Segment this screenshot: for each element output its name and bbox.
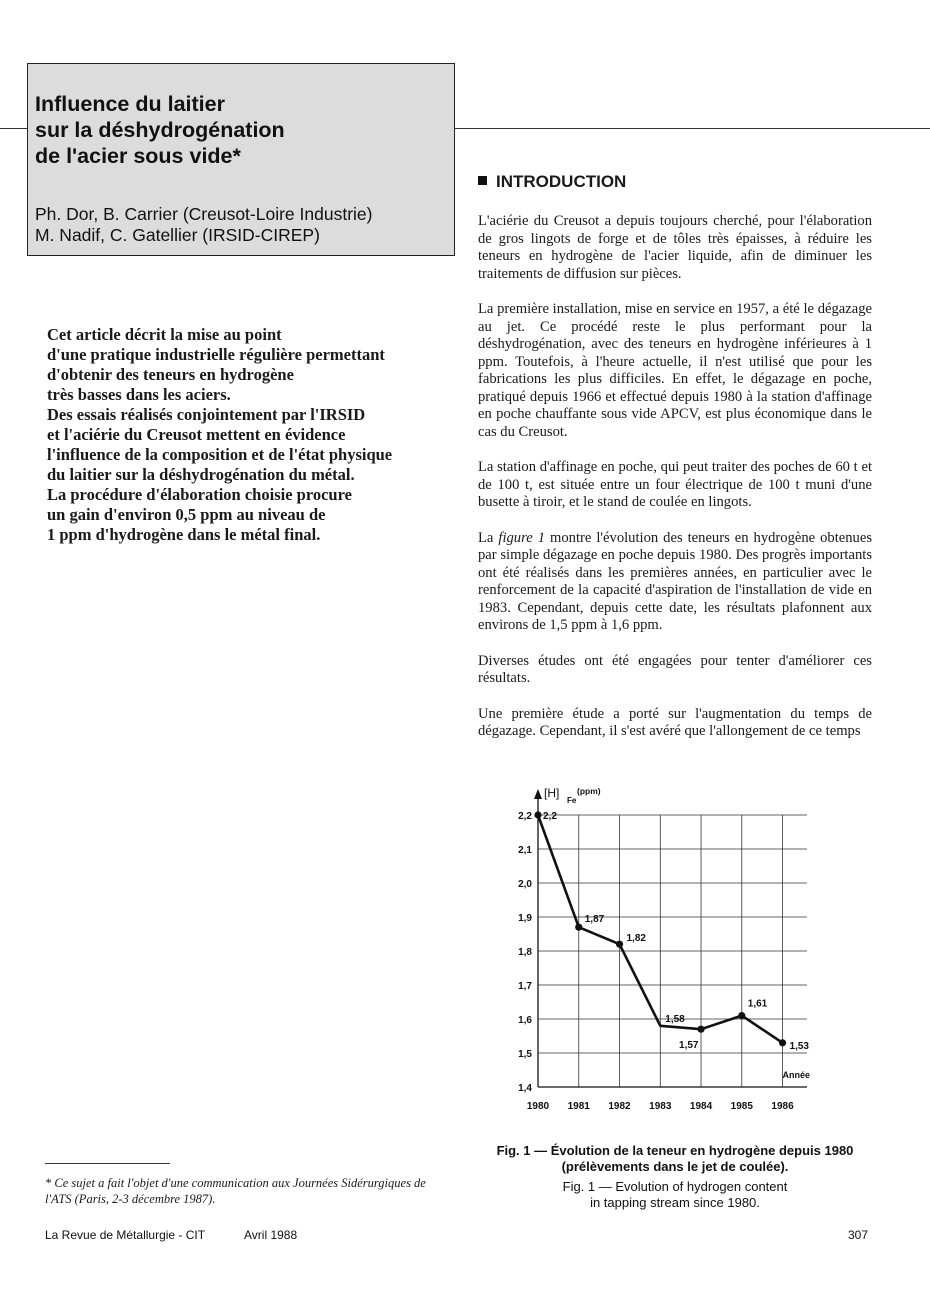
data-point	[575, 924, 582, 931]
header-rule-left	[0, 128, 27, 129]
data-point	[534, 811, 541, 818]
abstract-line: La procédure d'élaboration choisie procure	[47, 485, 352, 504]
paragraph: L'aciérie du Creusot a depuis toujours cherché, pour l'élaboration de gros lingots de forge et de tôles très épaisses, à réduire les teneurs en hydrogène de l'acier liquide, afin de diminuer les traitements de diffusion sur pièces.	[478, 213, 872, 282]
data-point	[738, 1012, 745, 1019]
figure-caption	[478, 1143, 872, 1211]
data-label: 2,2	[543, 811, 557, 822]
caption-line: (prélèvements dans le jet de coulée).	[561, 1159, 789, 1174]
footer-journal: La Revue de Métallurgie - CIT	[45, 1228, 206, 1242]
y-axis-label-subscript: Fe	[567, 796, 577, 805]
y-tick-label: 2,2	[518, 811, 532, 822]
footer-page-number: 307	[848, 1228, 869, 1242]
data-label: 1,87	[584, 914, 605, 926]
footer-date: Avril 1988	[244, 1228, 298, 1242]
x-tick-label: 1984	[689, 1101, 713, 1112]
header-rule-right	[455, 128, 930, 129]
data-point	[616, 941, 623, 948]
caption-line: Fig. 1 — Évolution de la teneur en hydrogène depuis 1980	[496, 1143, 854, 1158]
x-tick-label: 1983	[649, 1101, 672, 1112]
footnote-rule	[45, 1163, 170, 1164]
caption-line: in tapping stream since 1980.	[590, 1195, 760, 1210]
y-tick-label: 1,7	[518, 981, 532, 992]
title-line: de l'acier sous vide*	[35, 144, 241, 168]
y-axis-label: [H]	[544, 786, 560, 800]
data-label: 1,61	[747, 998, 768, 1010]
body-text	[478, 213, 872, 759]
author-line: M. Nadif, C. Gatellier (IRSID-CIREP)	[35, 225, 320, 245]
chart-axes	[534, 789, 807, 1087]
x-axis-label: Année	[782, 1070, 810, 1080]
abstract-line: et l'aciérie du Creusot mettent en évidence	[47, 425, 346, 444]
data-label: 1,57	[679, 1040, 699, 1052]
abstract-line: très basses dans les aciers.	[47, 385, 231, 404]
paragraph: Une première étude a porté sur l'augmentation du temps de dégazage. Cependant, il s'est avéré que l'allongement de ce temps	[478, 705, 872, 739]
paragraph: Diverses études ont été engagées pour tenter d'améliorer ces résultats.	[478, 652, 872, 686]
caption-french	[478, 1143, 872, 1175]
paragraph: La station d'affinage en poche, qui peut traiter des poches de 60 t et de 100 t, est située entre un four électrique de 100 t muni d'une busette à tiroir, et le stand de coulée en lingots.	[478, 459, 872, 510]
x-tick-label: 1985	[730, 1101, 753, 1112]
abstract	[47, 325, 447, 545]
data-point	[779, 1039, 786, 1046]
abstract-line: Cet article décrit la mise au point	[47, 325, 282, 344]
footnote: * Ce sujet a fait l'objet d'une communication aux Journées Sidérurgiques de l'ATS (Paris, 2-3 décembre 1987).	[45, 1176, 426, 1206]
paragraph	[478, 530, 872, 635]
x-tick-label: 1982	[608, 1101, 631, 1112]
chart-grid	[538, 815, 807, 1087]
abstract-line: d'une pratique industrielle régulière permettant	[47, 345, 385, 364]
abstract-line: Des essais réalisés conjointement par l'IRSID	[47, 405, 366, 424]
author-line: Ph. Dor, B. Carrier (Creusot-Loire Industrie)	[35, 204, 373, 224]
abstract-line: un gain d'environ 0,5 ppm au niveau de	[47, 505, 326, 524]
y-axis-unit: (ppm)	[577, 786, 601, 796]
paragraph-text: La	[478, 529, 499, 546]
x-tick-label: 1980	[526, 1101, 550, 1112]
hydrogen-chart	[485, 775, 830, 1120]
data-label: 1,53	[789, 1040, 810, 1052]
figure-reference: figure 1	[498, 529, 546, 546]
authors	[35, 204, 372, 246]
abstract-line: du laitier sur la déshydrogénation du métal.	[47, 465, 355, 484]
x-tick-label: 1981	[567, 1101, 590, 1112]
section-heading-text: INTRODUCTION	[496, 172, 627, 191]
abstract-line: 1 ppm d'hydrogène dans le métal final.	[47, 525, 321, 544]
y-tick-label: 1,6	[518, 1015, 532, 1026]
article-title	[35, 91, 285, 169]
paragraph-text: montre l'évolution des teneurs en hydrogène obtenues par simple dégazage en poche depuis 1980. Des progrès importants ont été réalisés dans les premières années, en particulier avec le renforcement de la capacité d'aspiration de l'installation de vide en 1983. Cependant, depuis cette date, les résultats plafonnent aux environs de 1,5 ppm à 1,6 ppm.	[478, 529, 873, 633]
abstract-line: l'influence de la composition et de l'état physique	[47, 445, 393, 464]
y-axis-arrow-icon	[534, 789, 542, 799]
title-line: sur la déshydrogénation	[35, 118, 285, 142]
y-tick-label: 2,0	[518, 879, 532, 890]
x-tick-label: 1986	[771, 1101, 794, 1112]
data-point	[697, 1026, 704, 1033]
y-tick-label: 2,1	[518, 845, 532, 856]
y-tick-label: 1,4	[518, 1083, 532, 1094]
y-tick-label: 1,8	[518, 947, 532, 958]
title-box	[27, 63, 455, 256]
y-tick-label: 1,9	[518, 913, 532, 924]
y-tick-label: 1,5	[518, 1049, 532, 1060]
data-label: 1,58	[665, 1013, 685, 1025]
abstract-line: d'obtenir des teneurs en hydrogène	[47, 365, 294, 384]
section-heading	[478, 172, 626, 192]
paragraph: La première installation, mise en service en 1957, a été le dégazage au jet. Ce procédé reste le plus performant pour la déshydrogénation, avec des teneurs en hydrogène inférieures à 1 ppm. Toutefois, à l'heure actuelle, il n'est utilisé que pour les fabrications les plus difficiles. En effet, le dégazage en poche, pratiqué depuis 1966 et effectué depuis 1980 à la station d'affinage en poche chauffante sous vide APCV, est plus économique dans le cas du Creusot.	[478, 301, 872, 440]
caption-line: Fig. 1 — Evolution of hydrogen content	[562, 1179, 788, 1194]
caption-english	[478, 1179, 872, 1211]
square-bullet-icon	[478, 176, 487, 185]
chart-ticks	[518, 811, 794, 1112]
data-label: 1,82	[626, 933, 646, 945]
title-line: Influence du laitier	[35, 92, 225, 116]
